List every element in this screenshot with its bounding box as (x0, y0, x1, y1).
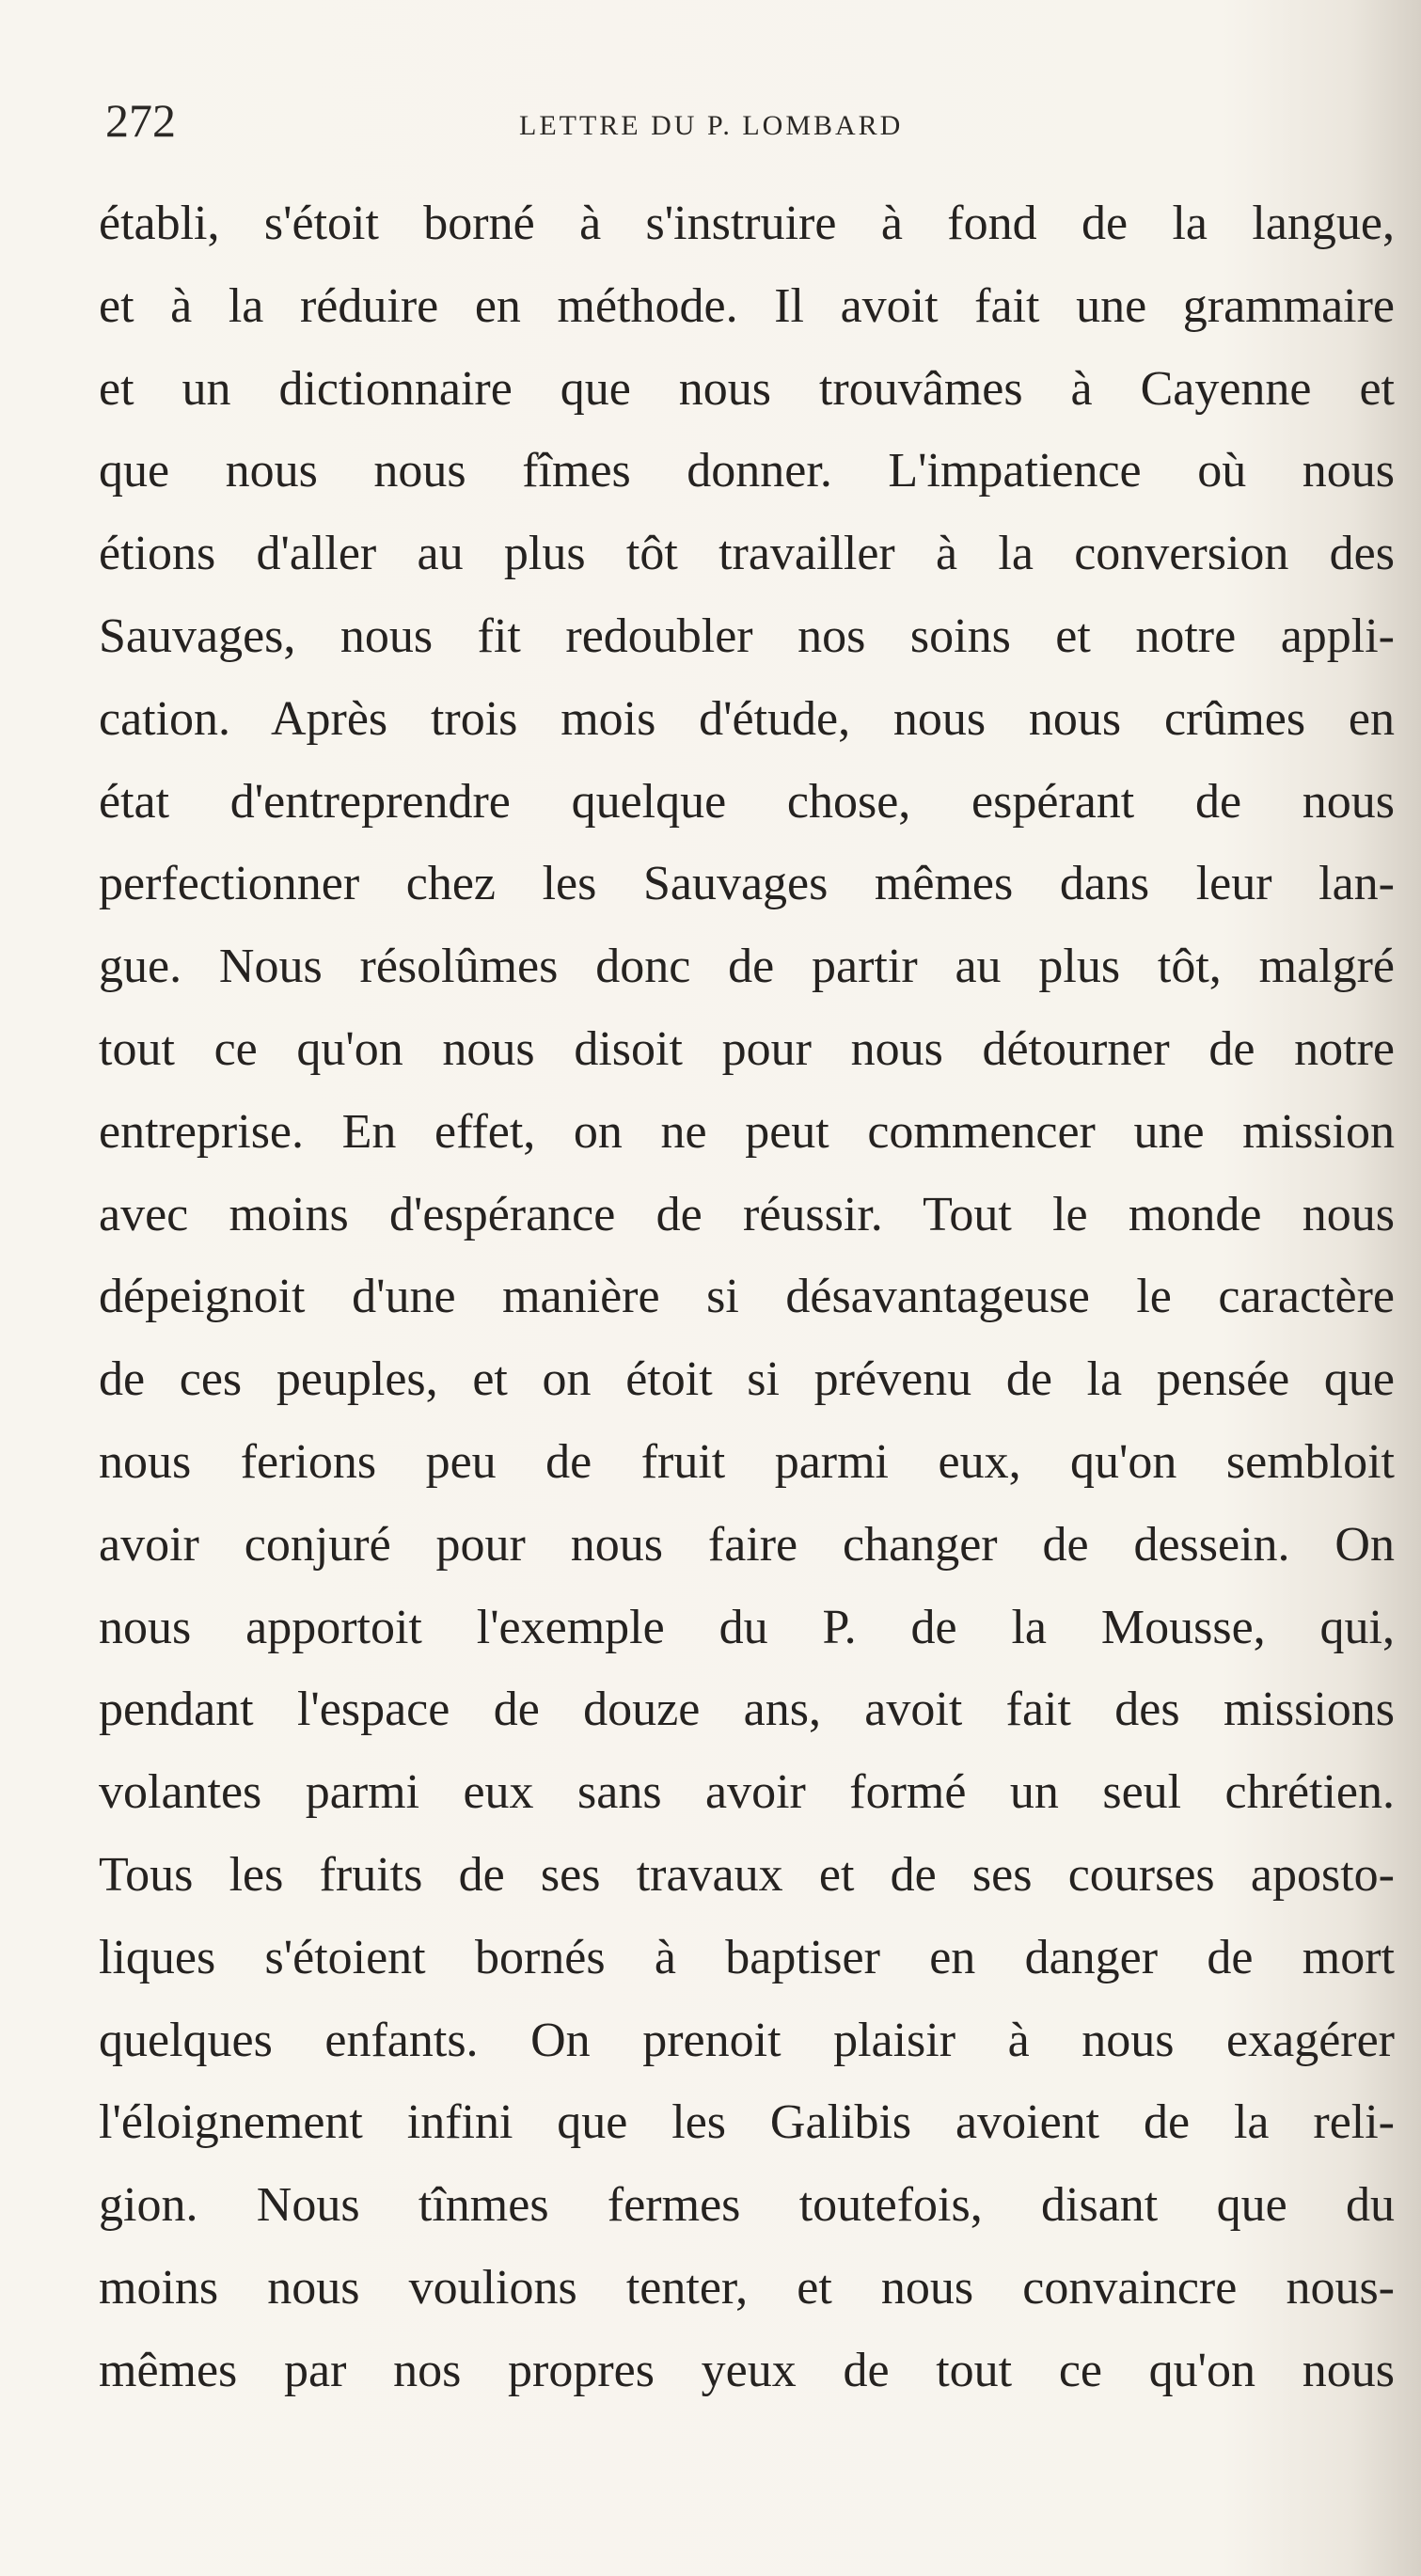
text-line: nous apportoit l'exemple du P. de la Mousse, qui, (99, 1600, 1395, 1654)
text-line: moins nous voulions tenter, et nous convaincre nous- (99, 2260, 1395, 2315)
text-line: que nous nous fîmes donner. L'impatience où nous (99, 444, 1395, 498)
text-line: gue. Nous résolûmes donc de partir au plus tôt, malgré (99, 940, 1395, 994)
text-line: établi, s'étoit borné à s'instruire à fond de la langue, (99, 197, 1395, 250)
body-text (99, 182, 1395, 2412)
text-line: nous ferions peu de fruit parmi eux, qu'on sembloit (99, 1434, 1395, 1489)
text-line: et un dictionnaire que nous trouvâmes à Cayenne et (99, 361, 1395, 416)
text-line: Tous les fruits de ses travaux et de ses courses aposto- (99, 1847, 1395, 1902)
text-line: état d'entreprendre quelque chose, espérant de nous (99, 774, 1395, 829)
text-line: et à la réduire en méthode. Il avoit fait une grammaire (99, 278, 1395, 333)
text-line: gion. Nous tînmes fermes toutefois, disant que du (99, 2178, 1395, 2233)
text-line: quelques enfants. On prenoit plaisir à nous exagérer (99, 2013, 1395, 2067)
text-line: avec moins d'espérance de réussir. Tout le monde nous (99, 1187, 1395, 1241)
text-line: volantes parmi eux sans avoir formé un seul chrétien. (99, 1765, 1395, 1820)
page-header (105, 90, 1366, 166)
text-line: liques s'étoient bornés à baptiser en danger de mort (99, 1930, 1395, 1984)
text-line: perfectionner chez les Sauvages mêmes dans leur lan- (99, 857, 1395, 911)
text-line: dépeignoit d'une manière si désavantageuse le caractère (99, 1270, 1395, 1324)
text-line: avoir conjuré pour nous faire changer de dessein. On (99, 1517, 1395, 1572)
running-head: LETTRE DU P. LOMBARD (519, 110, 904, 141)
text-line: l'éloignement infini que les Galibis avoient de la reli- (99, 2095, 1395, 2150)
text-line: de ces peuples, et on étoit si prévenu de la pensée que (99, 1352, 1395, 1407)
text-line: mêmes par nos propres yeux de tout ce qu'on nous (99, 2343, 1395, 2397)
text-line: pendant l'espace de douze ans, avoit fait des missions (99, 1683, 1395, 1737)
text-line: Sauvages, nous fit redoubler nos soins et notre appli- (99, 608, 1395, 663)
text-line: entreprise. En effet, on ne peut commencer une mission (99, 1104, 1395, 1159)
page-number: 272 (105, 94, 176, 147)
text-line: étions d'aller au plus tôt travailler à la conversion des (99, 527, 1395, 581)
text-line: tout ce qu'on nous disoit pour nous détourner de notre (99, 1021, 1395, 1076)
text-line: cation. Après trois mois d'étude, nous nous crûmes en (99, 691, 1395, 746)
